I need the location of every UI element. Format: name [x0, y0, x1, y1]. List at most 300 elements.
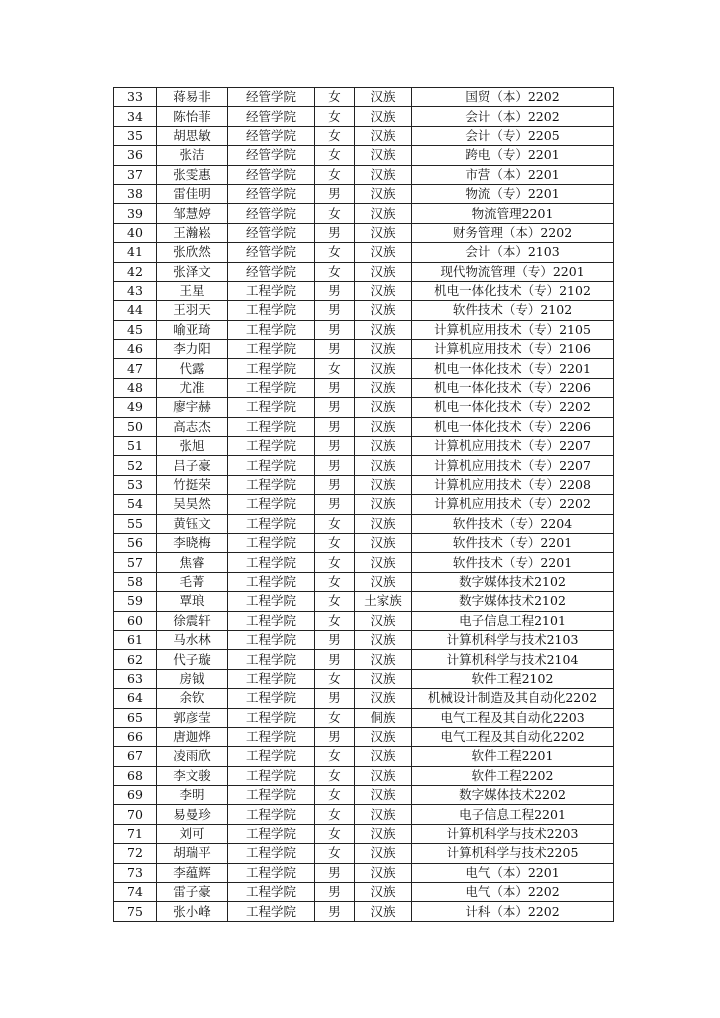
class-name-cell: 计科（本）2202 — [412, 902, 614, 921]
row-number-cell: 37 — [114, 165, 157, 184]
ethnicity-cell: 汉族 — [355, 378, 412, 397]
table-row — [114, 514, 614, 533]
table-row — [114, 592, 614, 611]
gender-cell: 男 — [315, 184, 355, 203]
ethnicity-cell: 汉族 — [355, 456, 412, 475]
college-cell: 工程学院 — [228, 592, 315, 611]
class-name-cell: 机械设计制造及其自动化2202 — [412, 689, 614, 708]
table-row — [114, 747, 614, 766]
gender-cell: 男 — [315, 417, 355, 436]
college-cell: 经管学院 — [228, 107, 315, 126]
ethnicity-cell: 汉族 — [355, 146, 412, 165]
gender-cell: 女 — [315, 747, 355, 766]
gender-cell: 女 — [315, 786, 355, 805]
gender-cell: 男 — [315, 378, 355, 397]
ethnicity-cell: 汉族 — [355, 340, 412, 359]
college-cell: 工程学院 — [228, 727, 315, 746]
student-name-cell: 胡思敏 — [157, 126, 228, 145]
class-name-cell: 软件技术（专）2201 — [412, 533, 614, 552]
ethnicity-cell: 汉族 — [355, 727, 412, 746]
table-row — [114, 883, 614, 902]
ethnicity-cell: 汉族 — [355, 281, 412, 300]
table-row — [114, 611, 614, 630]
row-number-cell: 53 — [114, 475, 157, 494]
college-cell: 工程学院 — [228, 708, 315, 727]
class-name-cell: 国贸（本）2202 — [412, 88, 614, 107]
student-name-cell: 覃琅 — [157, 592, 228, 611]
college-cell: 工程学院 — [228, 553, 315, 572]
class-name-cell: 计算机应用技术（专）2207 — [412, 456, 614, 475]
college-cell: 工程学院 — [228, 824, 315, 843]
college-cell: 工程学院 — [228, 572, 315, 591]
table-row — [114, 165, 614, 184]
table-row — [114, 184, 614, 203]
ethnicity-cell: 汉族 — [355, 359, 412, 378]
table-row — [114, 533, 614, 552]
row-number-cell: 61 — [114, 630, 157, 649]
table-row — [114, 223, 614, 242]
student-name-cell: 徐震轩 — [157, 611, 228, 630]
ethnicity-cell: 侗族 — [355, 708, 412, 727]
student-name-cell: 房钺 — [157, 669, 228, 688]
table-row — [114, 320, 614, 339]
class-name-cell: 市营（本）2201 — [412, 165, 614, 184]
ethnicity-cell: 汉族 — [355, 184, 412, 203]
college-cell: 工程学院 — [228, 650, 315, 669]
college-cell: 工程学院 — [228, 747, 315, 766]
table-row — [114, 378, 614, 397]
student-name-cell: 雷佳明 — [157, 184, 228, 203]
ethnicity-cell: 汉族 — [355, 398, 412, 417]
class-name-cell: 电子信息工程2201 — [412, 805, 614, 824]
college-cell: 工程学院 — [228, 437, 315, 456]
ethnicity-cell: 汉族 — [355, 107, 412, 126]
class-name-cell: 物流管理2201 — [412, 204, 614, 223]
college-cell: 工程学院 — [228, 301, 315, 320]
gender-cell: 男 — [315, 437, 355, 456]
gender-cell: 女 — [315, 146, 355, 165]
row-number-cell: 41 — [114, 243, 157, 262]
ethnicity-cell: 汉族 — [355, 437, 412, 456]
ethnicity-cell: 汉族 — [355, 824, 412, 843]
table-row — [114, 572, 614, 591]
row-number-cell: 62 — [114, 650, 157, 669]
row-number-cell: 67 — [114, 747, 157, 766]
gender-cell: 男 — [315, 727, 355, 746]
student-name-cell: 蒋易非 — [157, 88, 228, 107]
gender-cell: 女 — [315, 592, 355, 611]
college-cell: 工程学院 — [228, 320, 315, 339]
table-row — [114, 243, 614, 262]
gender-cell: 女 — [315, 766, 355, 785]
class-name-cell: 软件工程2102 — [412, 669, 614, 688]
student-name-cell: 李文骏 — [157, 766, 228, 785]
roster-body — [114, 88, 614, 922]
student-roster-table — [113, 87, 614, 922]
student-name-cell: 李明 — [157, 786, 228, 805]
class-name-cell: 电气（本）2201 — [412, 863, 614, 882]
class-name-cell: 电气工程及其自动化2203 — [412, 708, 614, 727]
ethnicity-cell: 汉族 — [355, 533, 412, 552]
student-name-cell: 廖宇赫 — [157, 398, 228, 417]
gender-cell: 男 — [315, 495, 355, 514]
college-cell: 工程学院 — [228, 456, 315, 475]
college-cell: 工程学院 — [228, 514, 315, 533]
table-row — [114, 146, 614, 165]
ethnicity-cell: 汉族 — [355, 689, 412, 708]
row-number-cell: 54 — [114, 495, 157, 514]
gender-cell: 女 — [315, 126, 355, 145]
gender-cell: 女 — [315, 824, 355, 843]
class-name-cell: 会计（专）2205 — [412, 126, 614, 145]
student-name-cell: 王瀚崧 — [157, 223, 228, 242]
ethnicity-cell: 汉族 — [355, 844, 412, 863]
gender-cell: 女 — [315, 204, 355, 223]
table-row — [114, 398, 614, 417]
class-name-cell: 财务管理（本）2202 — [412, 223, 614, 242]
college-cell: 经管学院 — [228, 262, 315, 281]
gender-cell: 女 — [315, 514, 355, 533]
class-name-cell: 机电一体化技术（专）2206 — [412, 417, 614, 436]
table-row — [114, 107, 614, 126]
class-name-cell: 计算机应用技术（专）2202 — [412, 495, 614, 514]
row-number-cell: 74 — [114, 883, 157, 902]
student-name-cell: 雷子豪 — [157, 883, 228, 902]
class-name-cell: 软件技术（专）2204 — [412, 514, 614, 533]
ethnicity-cell: 汉族 — [355, 88, 412, 107]
table-row — [114, 262, 614, 281]
class-name-cell: 会计（本）2103 — [412, 243, 614, 262]
gender-cell: 女 — [315, 88, 355, 107]
student-name-cell: 陈怡菲 — [157, 107, 228, 126]
class-name-cell: 计算机应用技术（专）2208 — [412, 475, 614, 494]
ethnicity-cell: 汉族 — [355, 630, 412, 649]
table-row — [114, 553, 614, 572]
student-name-cell: 余钦 — [157, 689, 228, 708]
row-number-cell: 51 — [114, 437, 157, 456]
row-number-cell: 49 — [114, 398, 157, 417]
row-number-cell: 63 — [114, 669, 157, 688]
ethnicity-cell: 汉族 — [355, 262, 412, 281]
student-name-cell: 喻亚琦 — [157, 320, 228, 339]
college-cell: 工程学院 — [228, 495, 315, 514]
table-row — [114, 281, 614, 300]
student-name-cell: 凌雨欣 — [157, 747, 228, 766]
college-cell: 工程学院 — [228, 902, 315, 921]
student-name-cell: 张旭 — [157, 437, 228, 456]
row-number-cell: 65 — [114, 708, 157, 727]
gender-cell: 女 — [315, 805, 355, 824]
row-number-cell: 43 — [114, 281, 157, 300]
gender-cell: 男 — [315, 320, 355, 339]
ethnicity-cell: 汉族 — [355, 320, 412, 339]
row-number-cell: 68 — [114, 766, 157, 785]
class-name-cell: 计算机应用技术（专）2207 — [412, 437, 614, 456]
ethnicity-cell: 汉族 — [355, 495, 412, 514]
row-number-cell: 39 — [114, 204, 157, 223]
row-number-cell: 69 — [114, 786, 157, 805]
row-number-cell: 47 — [114, 359, 157, 378]
gender-cell: 男 — [315, 223, 355, 242]
ethnicity-cell: 汉族 — [355, 611, 412, 630]
student-name-cell: 易曼珍 — [157, 805, 228, 824]
student-name-cell: 王星 — [157, 281, 228, 300]
student-name-cell: 马水林 — [157, 630, 228, 649]
gender-cell: 女 — [315, 572, 355, 591]
college-cell: 工程学院 — [228, 669, 315, 688]
row-number-cell: 70 — [114, 805, 157, 824]
table-row — [114, 824, 614, 843]
student-name-cell: 郭彦莹 — [157, 708, 228, 727]
gender-cell: 女 — [315, 165, 355, 184]
class-name-cell: 软件技术（专）2201 — [412, 553, 614, 572]
student-name-cell: 吕子豪 — [157, 456, 228, 475]
table-row — [114, 669, 614, 688]
student-name-cell: 张小峰 — [157, 902, 228, 921]
ethnicity-cell: 汉族 — [355, 223, 412, 242]
row-number-cell: 60 — [114, 611, 157, 630]
table-row — [114, 88, 614, 107]
college-cell: 工程学院 — [228, 359, 315, 378]
gender-cell: 男 — [315, 398, 355, 417]
row-number-cell: 33 — [114, 88, 157, 107]
table-row — [114, 727, 614, 746]
college-cell: 经管学院 — [228, 223, 315, 242]
class-name-cell: 计算机科学与技术2103 — [412, 630, 614, 649]
row-number-cell: 58 — [114, 572, 157, 591]
student-name-cell: 焦睿 — [157, 553, 228, 572]
college-cell: 工程学院 — [228, 611, 315, 630]
class-name-cell: 计算机科学与技术2104 — [412, 650, 614, 669]
table-row — [114, 766, 614, 785]
row-number-cell: 66 — [114, 727, 157, 746]
college-cell: 工程学院 — [228, 689, 315, 708]
ethnicity-cell: 汉族 — [355, 165, 412, 184]
ethnicity-cell: 汉族 — [355, 204, 412, 223]
ethnicity-cell: 汉族 — [355, 126, 412, 145]
class-name-cell: 电气工程及其自动化2202 — [412, 727, 614, 746]
class-name-cell: 计算机科学与技术2203 — [412, 824, 614, 843]
student-name-cell: 张雯惠 — [157, 165, 228, 184]
ethnicity-cell: 汉族 — [355, 650, 412, 669]
row-number-cell: 42 — [114, 262, 157, 281]
class-name-cell: 软件工程2201 — [412, 747, 614, 766]
ethnicity-cell: 汉族 — [355, 553, 412, 572]
ethnicity-cell: 汉族 — [355, 301, 412, 320]
class-name-cell: 计算机应用技术（专）2106 — [412, 340, 614, 359]
gender-cell: 女 — [315, 243, 355, 262]
gender-cell: 女 — [315, 359, 355, 378]
college-cell: 工程学院 — [228, 883, 315, 902]
gender-cell: 男 — [315, 301, 355, 320]
row-number-cell: 38 — [114, 184, 157, 203]
ethnicity-cell: 汉族 — [355, 475, 412, 494]
ethnicity-cell: 汉族 — [355, 883, 412, 902]
table-row — [114, 630, 614, 649]
student-name-cell: 胡瑞平 — [157, 844, 228, 863]
gender-cell: 男 — [315, 630, 355, 649]
gender-cell: 女 — [315, 262, 355, 281]
student-name-cell: 李蕴辉 — [157, 863, 228, 882]
college-cell: 经管学院 — [228, 88, 315, 107]
class-name-cell: 数字媒体技术2102 — [412, 572, 614, 591]
row-number-cell: 40 — [114, 223, 157, 242]
table-row — [114, 844, 614, 863]
student-name-cell: 代露 — [157, 359, 228, 378]
ethnicity-cell: 汉族 — [355, 572, 412, 591]
gender-cell: 男 — [315, 281, 355, 300]
college-cell: 工程学院 — [228, 786, 315, 805]
row-number-cell: 34 — [114, 107, 157, 126]
gender-cell: 男 — [315, 456, 355, 475]
table-row — [114, 708, 614, 727]
row-number-cell: 46 — [114, 340, 157, 359]
row-number-cell: 59 — [114, 592, 157, 611]
table-row — [114, 495, 614, 514]
gender-cell: 女 — [315, 553, 355, 572]
ethnicity-cell: 汉族 — [355, 805, 412, 824]
gender-cell: 女 — [315, 533, 355, 552]
student-name-cell: 邹慧婷 — [157, 204, 228, 223]
table-row — [114, 126, 614, 145]
student-name-cell: 毛菁 — [157, 572, 228, 591]
student-name-cell: 吴昊然 — [157, 495, 228, 514]
table-row — [114, 689, 614, 708]
class-name-cell: 机电一体化技术（专）2202 — [412, 398, 614, 417]
row-number-cell: 44 — [114, 301, 157, 320]
class-name-cell: 会计（本）2202 — [412, 107, 614, 126]
student-name-cell: 刘可 — [157, 824, 228, 843]
table-row — [114, 417, 614, 436]
college-cell: 工程学院 — [228, 844, 315, 863]
class-name-cell: 软件技术（专）2102 — [412, 301, 614, 320]
table-row — [114, 204, 614, 223]
class-name-cell: 机电一体化技术（专）2102 — [412, 281, 614, 300]
ethnicity-cell: 汉族 — [355, 417, 412, 436]
gender-cell: 男 — [315, 650, 355, 669]
class-name-cell: 电子信息工程2101 — [412, 611, 614, 630]
row-number-cell: 72 — [114, 844, 157, 863]
college-cell: 工程学院 — [228, 766, 315, 785]
college-cell: 工程学院 — [228, 340, 315, 359]
gender-cell: 男 — [315, 902, 355, 921]
college-cell: 工程学院 — [228, 805, 315, 824]
student-name-cell: 李晓梅 — [157, 533, 228, 552]
college-cell: 工程学院 — [228, 863, 315, 882]
ethnicity-cell: 汉族 — [355, 747, 412, 766]
row-number-cell: 45 — [114, 320, 157, 339]
college-cell: 工程学院 — [228, 417, 315, 436]
student-name-cell: 黄钰文 — [157, 514, 228, 533]
class-name-cell: 电气（本）2202 — [412, 883, 614, 902]
class-name-cell: 物流（专）2201 — [412, 184, 614, 203]
ethnicity-cell: 汉族 — [355, 902, 412, 921]
row-number-cell: 52 — [114, 456, 157, 475]
college-cell: 工程学院 — [228, 630, 315, 649]
gender-cell: 男 — [315, 475, 355, 494]
ethnicity-cell: 汉族 — [355, 766, 412, 785]
college-cell: 经管学院 — [228, 126, 315, 145]
row-number-cell: 55 — [114, 514, 157, 533]
gender-cell: 女 — [315, 708, 355, 727]
row-number-cell: 57 — [114, 553, 157, 572]
table-row — [114, 650, 614, 669]
class-name-cell: 数字媒体技术2102 — [412, 592, 614, 611]
ethnicity-cell: 汉族 — [355, 786, 412, 805]
student-name-cell: 唐迦烨 — [157, 727, 228, 746]
student-name-cell: 王羽天 — [157, 301, 228, 320]
class-name-cell: 软件工程2202 — [412, 766, 614, 785]
row-number-cell: 56 — [114, 533, 157, 552]
table-row — [114, 301, 614, 320]
college-cell: 工程学院 — [228, 281, 315, 300]
college-cell: 经管学院 — [228, 165, 315, 184]
table-row — [114, 359, 614, 378]
student-name-cell: 李力阳 — [157, 340, 228, 359]
gender-cell: 女 — [315, 669, 355, 688]
table-row — [114, 475, 614, 494]
table-row — [114, 340, 614, 359]
row-number-cell: 50 — [114, 417, 157, 436]
gender-cell: 男 — [315, 689, 355, 708]
table-row — [114, 902, 614, 921]
gender-cell: 女 — [315, 107, 355, 126]
row-number-cell: 48 — [114, 378, 157, 397]
class-name-cell: 现代物流管理（专）2201 — [412, 262, 614, 281]
college-cell: 经管学院 — [228, 204, 315, 223]
student-name-cell: 尤准 — [157, 378, 228, 397]
student-name-cell: 高志杰 — [157, 417, 228, 436]
table-row — [114, 786, 614, 805]
gender-cell: 女 — [315, 611, 355, 630]
row-number-cell: 36 — [114, 146, 157, 165]
college-cell: 经管学院 — [228, 243, 315, 262]
table-row — [114, 805, 614, 824]
gender-cell: 男 — [315, 340, 355, 359]
class-name-cell: 机电一体化技术（专）2206 — [412, 378, 614, 397]
gender-cell: 女 — [315, 844, 355, 863]
ethnicity-cell: 土家族 — [355, 592, 412, 611]
ethnicity-cell: 汉族 — [355, 243, 412, 262]
class-name-cell: 计算机科学与技术2205 — [412, 844, 614, 863]
ethnicity-cell: 汉族 — [355, 514, 412, 533]
gender-cell: 男 — [315, 863, 355, 882]
student-name-cell: 张泽文 — [157, 262, 228, 281]
table-row — [114, 437, 614, 456]
college-cell: 经管学院 — [228, 146, 315, 165]
class-name-cell: 数字媒体技术2202 — [412, 786, 614, 805]
row-number-cell: 71 — [114, 824, 157, 843]
student-name-cell: 张洁 — [157, 146, 228, 165]
ethnicity-cell: 汉族 — [355, 863, 412, 882]
college-cell: 经管学院 — [228, 184, 315, 203]
row-number-cell: 64 — [114, 689, 157, 708]
row-number-cell: 73 — [114, 863, 157, 882]
ethnicity-cell: 汉族 — [355, 669, 412, 688]
table-row — [114, 863, 614, 882]
class-name-cell: 跨电（专）2201 — [412, 146, 614, 165]
table-row — [114, 456, 614, 475]
college-cell: 工程学院 — [228, 398, 315, 417]
college-cell: 工程学院 — [228, 533, 315, 552]
student-name-cell: 代子璇 — [157, 650, 228, 669]
student-name-cell: 竹挺荣 — [157, 475, 228, 494]
row-number-cell: 75 — [114, 902, 157, 921]
college-cell: 工程学院 — [228, 475, 315, 494]
college-cell: 工程学院 — [228, 378, 315, 397]
class-name-cell: 计算机应用技术（专）2105 — [412, 320, 614, 339]
student-name-cell: 张欣然 — [157, 243, 228, 262]
